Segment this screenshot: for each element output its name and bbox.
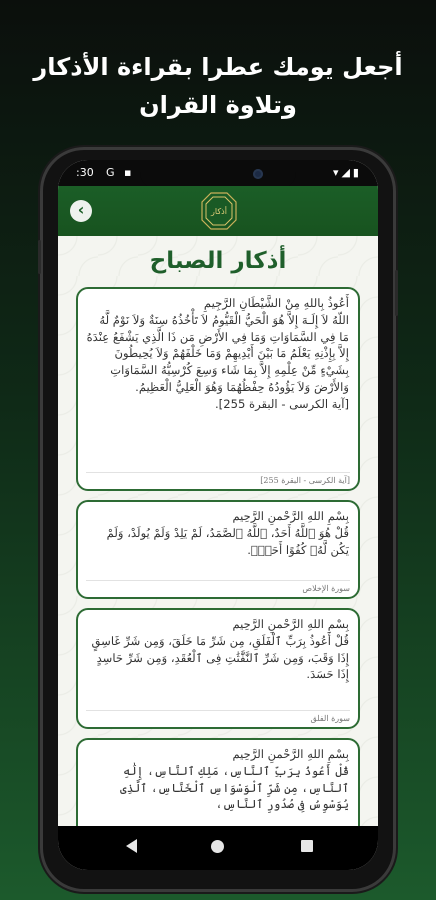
card-source: سورة الفلق [86, 710, 350, 723]
card-line: قُلْ أَعُوذُ بِرَبِّ ٱلنَّاسِ، مَلِكِ ٱلنَّاسِ، إِلَٰهِ ٱلنَّاسِ، مِن شَرِّ ٱلْوَسْوَاسِ ٱلْخَنَّاسِ، ٱلَّذِى يُوَسْوِسُ فِى صُدُورِ ٱلنَّاسِ، [119, 763, 349, 812]
front-camera-icon [253, 169, 263, 179]
card-line: أَعُوذُ بِاللهِ مِنْ الشَّيْطَانِ الرَّجِيمِ [203, 296, 349, 310]
system-status-icons: ▾◢▮ [332, 166, 362, 179]
card-line: اللّهُ لاَ إِلَـهَ إِلاَّ هُوَ الْحَيُّ الْقَيُّومُ لاَ تَأْخُذُهُ سِنَةٌ وَلاَ نَوْمٌ لَّهُ مَا فِي السَّمَاوَاتِ وَمَا فِي الأَرْضِ مَن ذَا الَّذِي يَشْفَعُ عِنْدَهُ إِلاَّ بِإِذْنِهِ يَعْلَمُ مَا بَيْنَ أَيْدِيهِمْ وَمَا خَلْفَهُمْ وَلاَ يُحِيطُونَ بِشَيْءٍ مِّنْ عِلْمِهِ إِلاَّ بِمَا شَاء وَسِعَ كُرْسِيُّهُ السَّمَاوَاتِ وَالأَرْضَ وَلاَ يَؤُودُهُ حِفْظُهُمَا وَهُوَ الْعَلِيُّ الْعَظِيمُ. [86, 312, 349, 394]
card-text [78, 289, 358, 413]
card-line: قُلْ هُوَ ٱللَّهُ أَحَدٌ، ٱللَّهُ ٱلصَّمَدُ، لَمْ يَلِدْ وَلَمْ يُولَدْ، وَلَمْ يَكُن لَّهُۥ كُفُوًا أَحَدٌۢ. [106, 525, 349, 557]
nav-back-icon[interactable] [126, 839, 137, 853]
back-arrow-icon[interactable]: ‹ [70, 200, 92, 222]
phone-screen [58, 160, 378, 870]
promo-headline [0, 48, 436, 124]
card-line: بِسْمِ اللهِ الرَّحْمنِ الرَّحِيم [232, 747, 349, 761]
nav-recents-icon[interactable] [301, 840, 313, 852]
card-line: بِسْمِ اللهِ الرَّحْمنِ الرَّحِيم [232, 617, 349, 631]
dhikr-card-ayat-kursi[interactable] [76, 287, 360, 491]
app-bar [58, 186, 378, 236]
card-line: قُلْ أَعُوذُ بِرَبِّ ٱلْفَلَقِ، مِن شَرِّ مَا خَلَقَ، وَمِن شَرِّ غَاسِقٍ إِذَا وَقَبَ، وَمِن شَرِّ ٱلنَّفَّٰثَٰتِ فِى ٱلْعُقَدِ، وَمِن شَرِّ حَاسِدٍ إِذَا حَسَدَ. [91, 633, 349, 682]
notification-icons: G ▪ [106, 166, 135, 179]
nav-home-icon[interactable] [211, 840, 224, 853]
promo-line-1: أجعل يومك عطرا بقراءة الأذكار [33, 53, 403, 81]
power-button [38, 240, 41, 274]
dhikr-card-ikhlas[interactable] [76, 500, 360, 599]
card-line: [آية الكرسى - البقرة 255]. [215, 396, 349, 411]
promo-line-2: وتلاوة القران [139, 91, 297, 119]
card-text [78, 502, 358, 558]
card-source: [آية الكرسى - البقرة 255] [86, 472, 350, 485]
android-nav-bar [58, 826, 378, 870]
emblem-label: أذكار [211, 207, 227, 216]
octagon-emblem-icon [199, 190, 239, 232]
page-title: أذكار الصباح [149, 248, 287, 274]
volume-button [395, 270, 398, 316]
card-text [78, 610, 358, 683]
dhikr-card-falaq[interactable] [76, 608, 360, 729]
dhikr-card-nas[interactable] [76, 738, 360, 826]
card-line: بِسْمِ اللهِ الرَّحْمنِ الرَّحِيم [232, 509, 349, 523]
status-time: :30 [76, 166, 94, 179]
card-source: سورة الإخلاص [86, 580, 350, 593]
card-text [78, 740, 358, 813]
content-area[interactable] [58, 236, 378, 826]
